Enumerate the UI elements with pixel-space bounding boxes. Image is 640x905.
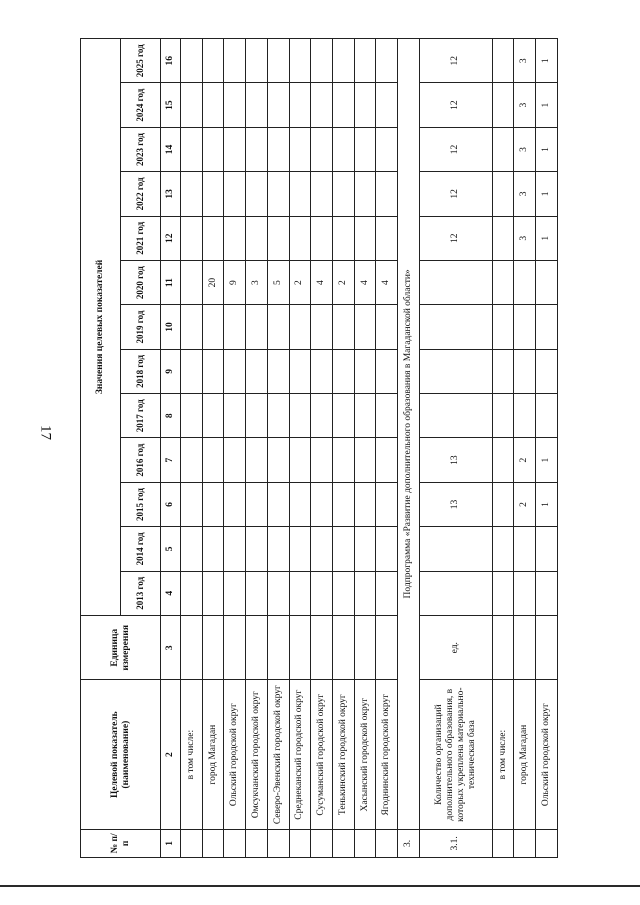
row-value <box>246 482 268 526</box>
table-row <box>376 39 398 858</box>
row-value <box>289 438 311 482</box>
row-value <box>354 172 376 216</box>
row-value <box>492 127 514 171</box>
row-value <box>354 394 376 438</box>
row-value <box>514 260 536 304</box>
row-value: 3 <box>246 260 268 304</box>
column-number: 8 <box>161 394 181 438</box>
row-value: 3 <box>514 83 536 127</box>
column-number: 12 <box>161 216 181 260</box>
row-name: город Магадан <box>514 680 536 829</box>
row-value <box>246 571 268 615</box>
row-value <box>267 83 289 127</box>
row-value <box>181 172 203 216</box>
row-value: 3 <box>514 216 536 260</box>
row-value <box>419 571 492 615</box>
row-value <box>246 172 268 216</box>
row-value <box>246 349 268 393</box>
row-value <box>536 394 558 438</box>
row-value <box>333 527 355 571</box>
row-value <box>514 527 536 571</box>
row-value <box>202 172 224 216</box>
row-value <box>267 127 289 171</box>
table-row <box>354 39 376 858</box>
row-value <box>419 394 492 438</box>
table-row <box>202 39 224 858</box>
column-number: 13 <box>161 172 181 216</box>
row-value: 1 <box>536 172 558 216</box>
row-unit <box>311 615 333 680</box>
table-row <box>246 39 268 858</box>
row-unit <box>202 615 224 680</box>
row-num <box>289 829 311 857</box>
row-value <box>202 394 224 438</box>
row-unit <box>333 615 355 680</box>
row-name: Северо-Эвенский городской округ <box>267 680 289 829</box>
row-value <box>267 216 289 260</box>
row-value <box>311 39 333 83</box>
row-value <box>246 438 268 482</box>
row-value <box>202 83 224 127</box>
row-value <box>311 527 333 571</box>
indicators-table <box>80 38 558 858</box>
row-value <box>354 305 376 349</box>
row-name: Ольский городской округ <box>224 680 246 829</box>
row-value: 5 <box>267 260 289 304</box>
column-number: 16 <box>161 39 181 83</box>
row-name: Ольский городской округ <box>536 680 558 829</box>
header-year: 2022 год <box>121 172 161 216</box>
column-number: 9 <box>161 349 181 393</box>
row-value: 3 <box>514 127 536 171</box>
header-year: 2014 год <box>121 527 161 571</box>
row-value <box>181 482 203 526</box>
row-value: 12 <box>419 172 492 216</box>
row-num <box>536 829 558 857</box>
row-value: 1 <box>536 83 558 127</box>
row-num <box>311 829 333 857</box>
row-num <box>246 829 268 857</box>
row-value <box>354 349 376 393</box>
row-value <box>419 260 492 304</box>
row-value <box>311 571 333 615</box>
row-value: 13 <box>419 482 492 526</box>
row-value: 4 <box>354 260 376 304</box>
row-unit <box>224 615 246 680</box>
row-value: 1 <box>536 127 558 171</box>
row-value <box>246 83 268 127</box>
row-value <box>376 349 398 393</box>
row-value <box>333 394 355 438</box>
row-unit <box>492 615 514 680</box>
column-number: 11 <box>161 260 181 304</box>
row-value <box>246 127 268 171</box>
row-unit <box>536 615 558 680</box>
table-row <box>492 39 514 858</box>
row-value <box>181 216 203 260</box>
row-value <box>311 438 333 482</box>
row-value <box>333 571 355 615</box>
row-value <box>514 394 536 438</box>
row-value <box>181 394 203 438</box>
row-value <box>354 438 376 482</box>
row-value <box>492 305 514 349</box>
row-value <box>202 305 224 349</box>
row-value <box>267 305 289 349</box>
row-value: 1 <box>536 216 558 260</box>
row-value <box>181 305 203 349</box>
header-year: 2023 год <box>121 127 161 171</box>
row-value <box>492 571 514 615</box>
header-year: 2013 год <box>121 571 161 615</box>
row-value <box>202 39 224 83</box>
row-num: 3.1. <box>419 829 492 857</box>
row-value <box>376 83 398 127</box>
row-name: в том числе: <box>492 680 514 829</box>
row-value <box>354 127 376 171</box>
row-value: 12 <box>419 216 492 260</box>
row-value <box>289 394 311 438</box>
row-value: 2 <box>514 482 536 526</box>
row-value <box>224 127 246 171</box>
row-name: Омсукчанский городской округ <box>246 680 268 829</box>
row-value: 3 <box>514 172 536 216</box>
header-year: 2015 год <box>121 482 161 526</box>
row-value: 20 <box>202 260 224 304</box>
row-value <box>333 39 355 83</box>
row-value <box>333 172 355 216</box>
header-year: 2018 год <box>121 349 161 393</box>
row-name: Хасынский городской округ <box>354 680 376 829</box>
row-value <box>376 127 398 171</box>
row-value <box>492 527 514 571</box>
row-value <box>376 482 398 526</box>
column-number: 14 <box>161 127 181 171</box>
table-row <box>267 39 289 858</box>
row-value <box>311 305 333 349</box>
header-year: 2020 год <box>121 260 161 304</box>
row-value <box>514 571 536 615</box>
row-value <box>376 172 398 216</box>
row-value <box>492 83 514 127</box>
row-value: 3 <box>514 39 536 83</box>
table-row <box>514 39 536 858</box>
row-value <box>246 527 268 571</box>
row-value <box>224 83 246 127</box>
row-num <box>354 829 376 857</box>
column-number: 6 <box>161 482 181 526</box>
table-row <box>311 39 333 858</box>
footer-rule <box>0 885 640 887</box>
row-value <box>202 127 224 171</box>
row-value <box>492 39 514 83</box>
row-value <box>354 482 376 526</box>
row-num <box>514 829 536 857</box>
row-name: Тенькинский городской округ <box>333 680 355 829</box>
row-value <box>354 83 376 127</box>
row-value <box>311 216 333 260</box>
header-values-group: Значения целевых показателей <box>81 39 121 616</box>
header-unit: Единица измерения <box>81 615 161 680</box>
row-name: Сусуманский городской округ <box>311 680 333 829</box>
row-name: Ягоднинский городской округ <box>376 680 398 829</box>
row-value <box>267 482 289 526</box>
header-indicator: Целевой показатель (наименование) <box>81 680 161 829</box>
row-value <box>289 527 311 571</box>
column-number: 7 <box>161 438 181 482</box>
row-value <box>202 527 224 571</box>
row-value: 12 <box>419 127 492 171</box>
row-value <box>419 305 492 349</box>
row-value <box>181 39 203 83</box>
row-value <box>492 349 514 393</box>
row-value <box>224 172 246 216</box>
row-value <box>376 394 398 438</box>
row-value <box>376 438 398 482</box>
row-value <box>376 527 398 571</box>
row-unit <box>376 615 398 680</box>
row-value <box>333 349 355 393</box>
row-num <box>376 829 398 857</box>
row-value <box>333 127 355 171</box>
row-value <box>492 438 514 482</box>
row-value <box>224 394 246 438</box>
row-num <box>181 829 203 857</box>
row-value <box>419 349 492 393</box>
row-value <box>289 571 311 615</box>
header-year: 2017 год <box>121 394 161 438</box>
table-row <box>181 39 203 858</box>
row-value: 2 <box>333 260 355 304</box>
column-number: 10 <box>161 305 181 349</box>
header-year: 2024 год <box>121 83 161 127</box>
row-value <box>354 527 376 571</box>
row-value <box>311 127 333 171</box>
row-value <box>202 216 224 260</box>
row-value <box>333 482 355 526</box>
row-name: Количество организаций дополнительного образования, в которых укреплена материально-техническая база <box>419 680 492 829</box>
section-title: Подпрограмма «Развитие дополнительного образования в Магаданской области» <box>398 39 420 830</box>
row-value <box>536 260 558 304</box>
row-value <box>492 482 514 526</box>
row-value: 2 <box>514 438 536 482</box>
row-value <box>289 216 311 260</box>
row-value: 12 <box>419 83 492 127</box>
row-value <box>289 349 311 393</box>
row-value <box>202 438 224 482</box>
row-unit <box>354 615 376 680</box>
row-value <box>202 482 224 526</box>
row-value <box>289 305 311 349</box>
column-number: 2 <box>161 680 181 829</box>
column-number: 3 <box>161 615 181 680</box>
row-value <box>289 172 311 216</box>
header-year: 2019 год <box>121 305 161 349</box>
row-value <box>181 127 203 171</box>
header-year: 2016 год <box>121 438 161 482</box>
row-value <box>267 527 289 571</box>
row-value <box>267 349 289 393</box>
header-num: № п/п <box>81 829 161 857</box>
row-num <box>267 829 289 857</box>
row-value <box>202 571 224 615</box>
row-value <box>224 349 246 393</box>
row-num <box>202 829 224 857</box>
row-value: 13 <box>419 438 492 482</box>
row-value <box>181 571 203 615</box>
row-value: 4 <box>311 260 333 304</box>
row-value: 1 <box>536 39 558 83</box>
row-value: 2 <box>289 260 311 304</box>
column-number: 4 <box>161 571 181 615</box>
row-name: в том числе: <box>181 680 203 829</box>
row-value <box>514 305 536 349</box>
column-number: 15 <box>161 83 181 127</box>
row-value <box>224 438 246 482</box>
row-value <box>492 394 514 438</box>
row-unit <box>514 615 536 680</box>
row-value <box>311 172 333 216</box>
row-unit: ед. <box>419 615 492 680</box>
row-value <box>181 260 203 304</box>
row-value <box>224 571 246 615</box>
row-value <box>376 39 398 83</box>
row-value <box>289 83 311 127</box>
row-value <box>354 39 376 83</box>
table-row <box>536 39 558 858</box>
table-row <box>333 39 355 858</box>
row-value <box>376 305 398 349</box>
row-value <box>311 349 333 393</box>
section-row <box>398 39 420 858</box>
row-value <box>202 349 224 393</box>
row-value <box>492 260 514 304</box>
row-value <box>267 172 289 216</box>
row-value <box>289 39 311 83</box>
page-number: 17 <box>37 425 54 440</box>
table-row <box>224 39 246 858</box>
row-value <box>536 527 558 571</box>
row-value <box>311 394 333 438</box>
row-value <box>333 305 355 349</box>
row-value <box>224 482 246 526</box>
row-num <box>224 829 246 857</box>
row-num <box>333 829 355 857</box>
row-value <box>267 571 289 615</box>
row-value <box>267 438 289 482</box>
row-value <box>311 83 333 127</box>
column-number: 1 <box>161 829 181 857</box>
row-value <box>224 305 246 349</box>
row-value: 4 <box>376 260 398 304</box>
row-name: город Магадан <box>202 680 224 829</box>
row-value <box>376 216 398 260</box>
row-value <box>181 527 203 571</box>
header-year: 2025 год <box>121 39 161 83</box>
row-value <box>311 482 333 526</box>
row-value <box>536 305 558 349</box>
row-value <box>224 39 246 83</box>
row-value <box>181 438 203 482</box>
row-value: 1 <box>536 438 558 482</box>
row-unit <box>289 615 311 680</box>
row-value <box>224 527 246 571</box>
row-value <box>289 482 311 526</box>
row-value: 9 <box>224 260 246 304</box>
row-value <box>224 216 246 260</box>
row-value <box>246 39 268 83</box>
row-value <box>333 216 355 260</box>
row-value <box>181 349 203 393</box>
row-unit <box>181 615 203 680</box>
row-value <box>289 127 311 171</box>
row-value <box>492 172 514 216</box>
rotated-table-container <box>80 38 558 858</box>
row-unit <box>246 615 268 680</box>
section-num: 3. <box>398 829 420 857</box>
row-value <box>492 216 514 260</box>
table-row <box>289 39 311 858</box>
row-value: 12 <box>419 39 492 83</box>
row-value <box>536 571 558 615</box>
row-value <box>333 83 355 127</box>
row-value <box>514 349 536 393</box>
row-value <box>354 571 376 615</box>
row-value: 1 <box>536 482 558 526</box>
row-value <box>267 394 289 438</box>
row-value <box>267 39 289 83</box>
row-name: Среднеканский городской округ <box>289 680 311 829</box>
row-value <box>354 216 376 260</box>
row-value <box>536 349 558 393</box>
column-number: 5 <box>161 527 181 571</box>
row-value <box>181 83 203 127</box>
table-row <box>419 39 492 858</box>
row-value <box>246 394 268 438</box>
row-value <box>333 438 355 482</box>
row-value <box>419 527 492 571</box>
row-value <box>376 571 398 615</box>
row-value <box>246 305 268 349</box>
row-value <box>246 216 268 260</box>
header-year: 2021 год <box>121 216 161 260</box>
row-num <box>492 829 514 857</box>
row-unit <box>267 615 289 680</box>
